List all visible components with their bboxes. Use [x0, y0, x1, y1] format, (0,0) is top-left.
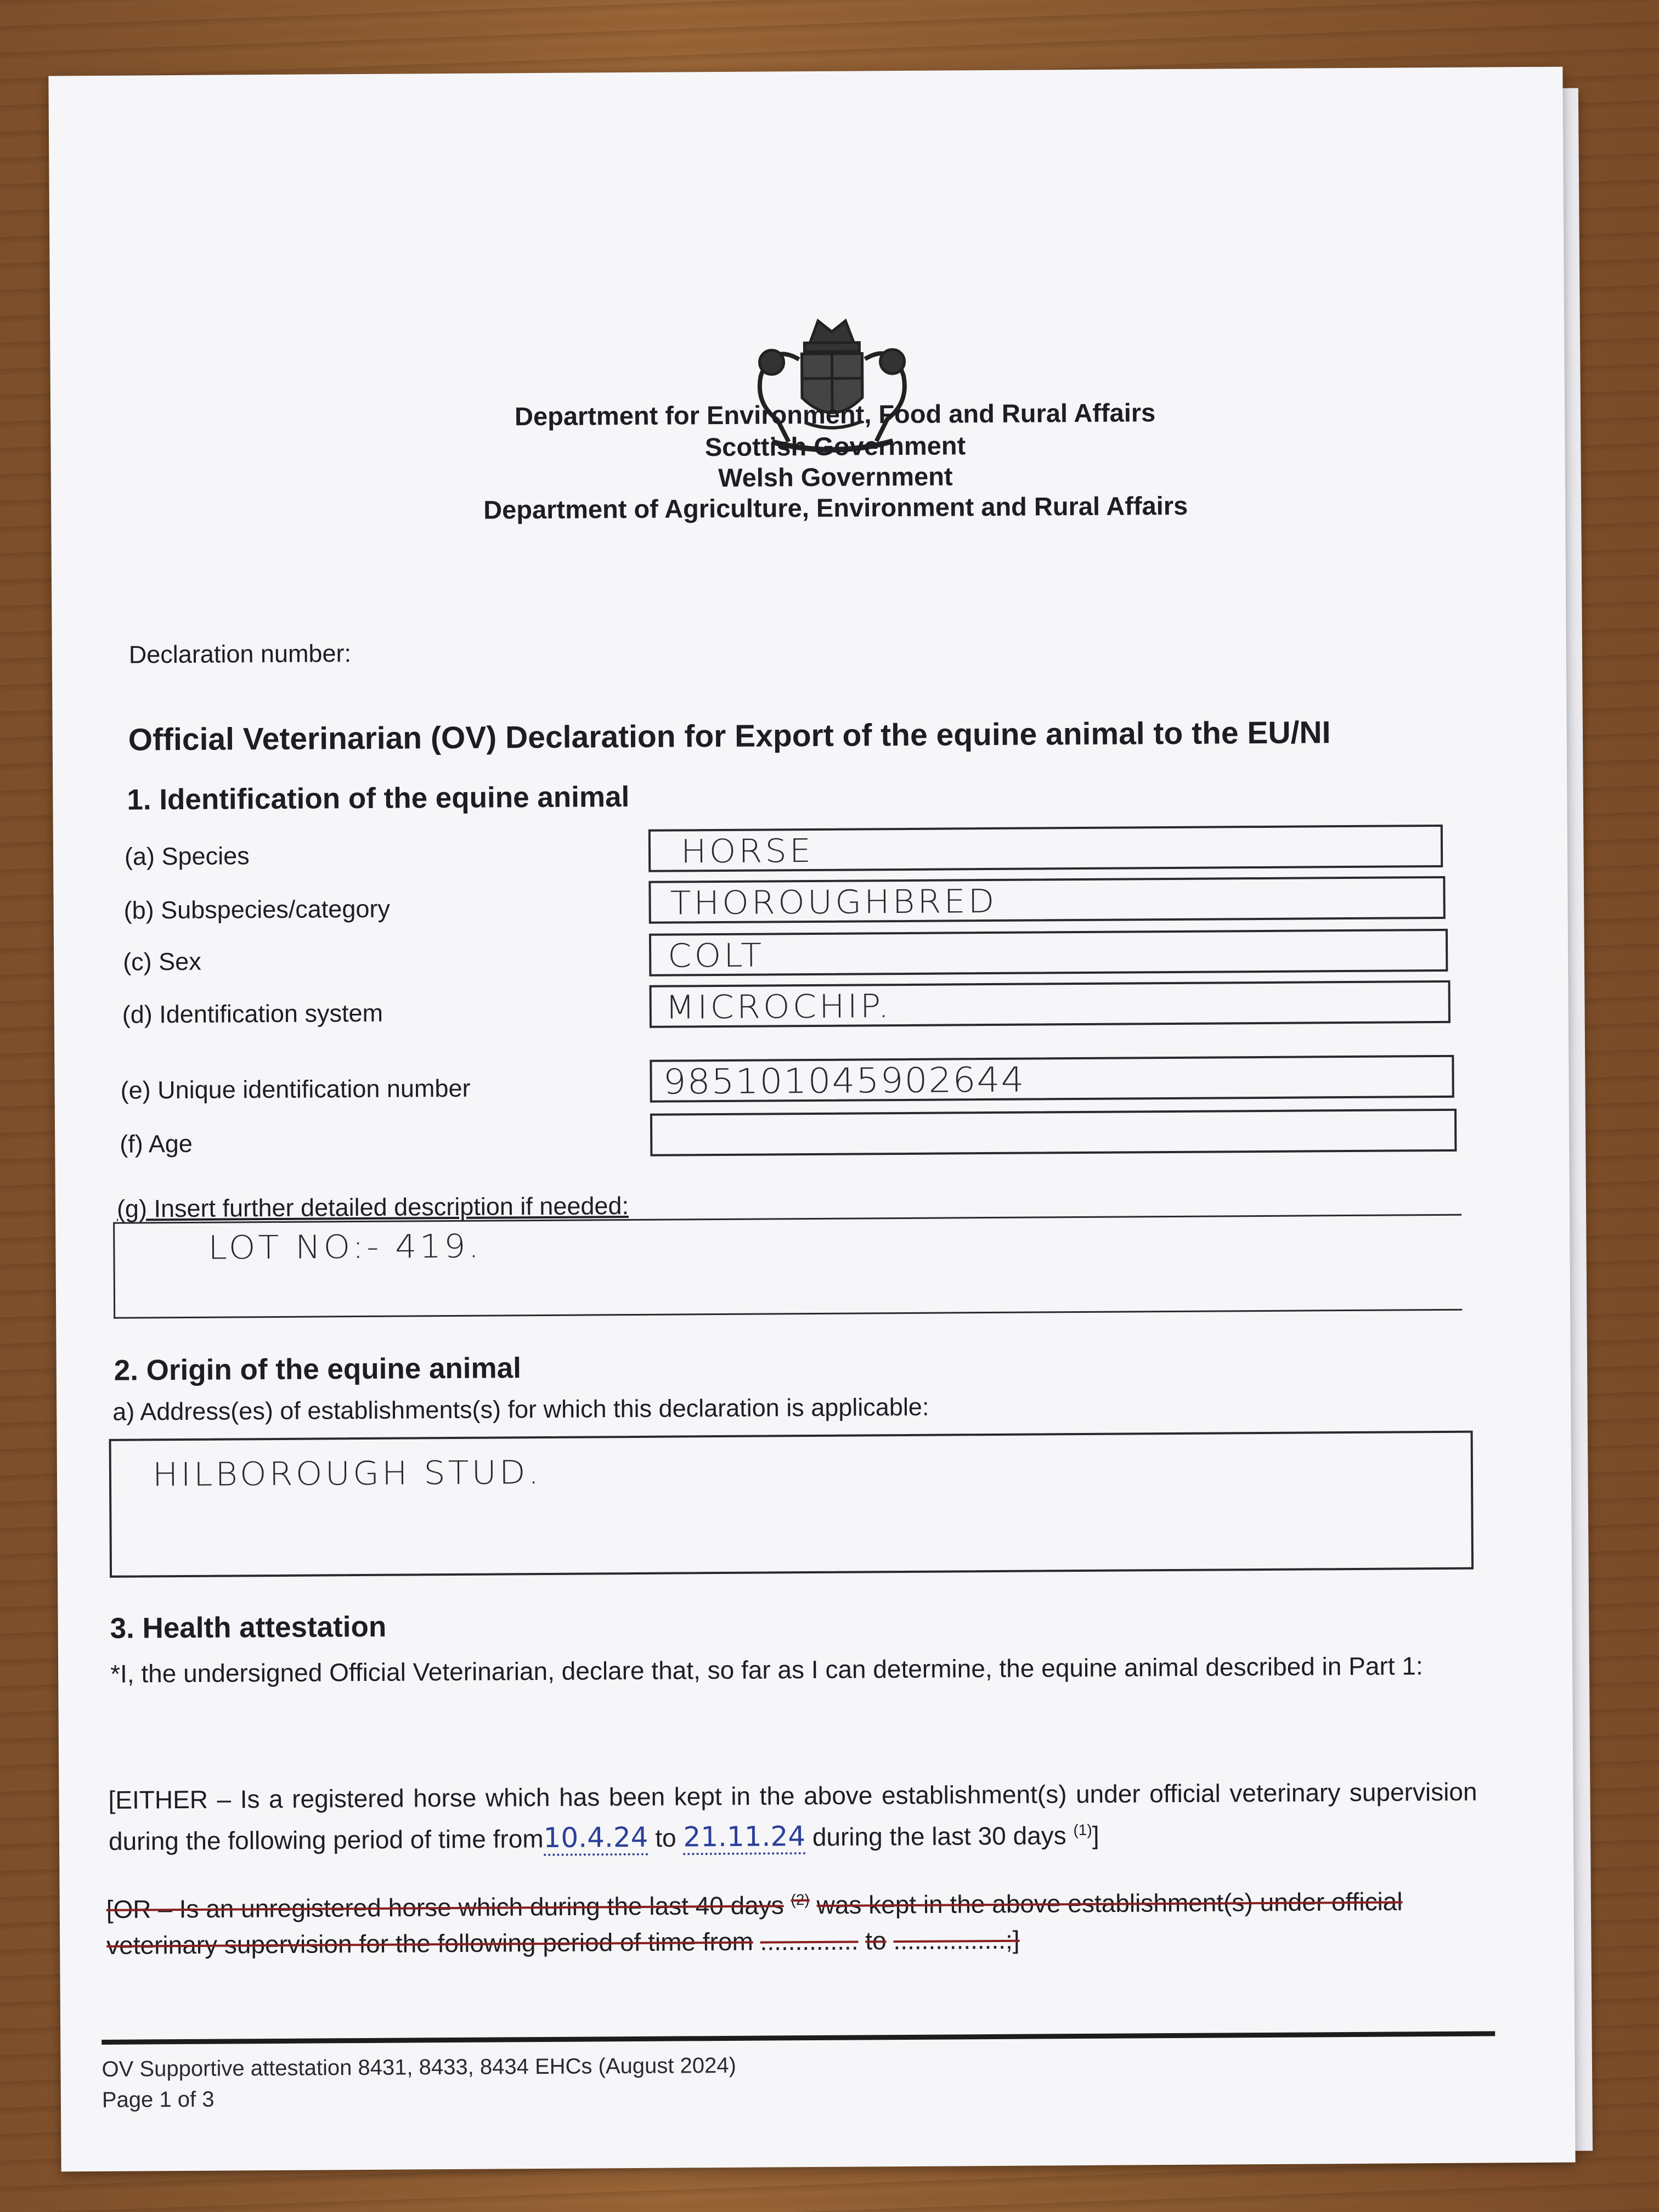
- either-clause: [108, 1774, 1477, 1860]
- further-description-field[interactable]: [113, 1214, 1462, 1319]
- or-clause: [106, 1878, 1484, 1964]
- address-value: HILBOROUGH STUD.: [152, 1453, 542, 1494]
- or-to-word: to: [865, 1926, 887, 1955]
- page-number: [102, 2087, 215, 2113]
- identification-system-label: (d) Identification system: [122, 998, 383, 1029]
- department-scottish-government: Scottish Government: [704, 431, 966, 462]
- or-text-b: was kept in the above establishment(s) under official veterinary supervision for the following period of time from: [106, 1887, 1403, 1960]
- sex-field[interactable]: [649, 929, 1448, 977]
- page-title: Official Veterinarian (OV) Declaration for Export of the equine animal to the EU/NI: [128, 715, 1331, 758]
- or-footnote: (2): [791, 1891, 810, 1909]
- subspecies-value: THOROUGHBRED: [670, 882, 997, 922]
- document-page: [48, 67, 1575, 2172]
- further-description-value: LOT NO:- 419.: [208, 1227, 482, 1267]
- or-dots-to: ................: [893, 1926, 1006, 1955]
- species-label: (a) Species: [124, 842, 250, 871]
- department-defra: Department for Environment, Food and Rural Affairs: [514, 398, 1156, 431]
- either-text-b: during the last 30 days: [812, 1821, 1066, 1852]
- sex-label: (c) Sex: [123, 947, 201, 976]
- subspecies-label: (b) Subspecies/category: [123, 894, 391, 924]
- address-label: a) Address(es) of establishments(s) for which this declaration is applicable:: [112, 1392, 929, 1426]
- identification-system-field[interactable]: [650, 980, 1451, 1028]
- department-daera: Department of Agriculture, Environment and Rural Affairs: [483, 490, 1188, 524]
- further-description-label: (g) Insert further detailed description if needed:: [116, 1192, 629, 1223]
- either-footnote: (1): [1073, 1821, 1092, 1839]
- or-dots-from: ..............: [760, 1926, 859, 1956]
- or-close: ;]: [1005, 1926, 1020, 1955]
- of-word: of: [177, 2087, 196, 2112]
- either-text-a: [EITHER – Is a registered horse which has been kept in the above establishment(s) under official veterinary supervision during the following period of time from: [108, 1777, 1477, 1856]
- section-1-heading: 1. Identification of the equine animal: [127, 781, 630, 816]
- unique-id-label: (e) Unique identification number: [120, 1074, 471, 1104]
- page-total: 3: [202, 2087, 215, 2112]
- either-from-date[interactable]: 10.4.24: [543, 1821, 648, 1856]
- either-to-word: to: [655, 1823, 676, 1853]
- age-field[interactable]: [650, 1109, 1457, 1156]
- attestation-intro: *I, the undersigned Official Veterinarian, declare that, so far as I can determine, the equine animal described in Part 1:: [110, 1651, 1423, 1688]
- subspecies-field[interactable]: [648, 876, 1445, 924]
- footer-attestation: OV Supportive attestation 8431, 8433, 8434 EHCs (August 2024): [101, 2053, 736, 2081]
- footer-rule: [101, 2031, 1495, 2045]
- section-3-heading: 3. Health attestation: [110, 1610, 387, 1645]
- department-welsh-government: Welsh Government: [718, 461, 953, 493]
- species-field[interactable]: [648, 825, 1443, 872]
- page-current: 1: [159, 2087, 172, 2112]
- unique-id-value: 985101045902644: [663, 1059, 1025, 1102]
- section-2-heading: 2. Origin of the equine animal: [114, 1352, 522, 1387]
- either-to-date[interactable]: 21.11.24: [683, 1820, 805, 1855]
- declaration-number-label: Declaration number:: [128, 639, 352, 669]
- page-word: Page: [101, 2087, 154, 2112]
- either-close: ]: [1092, 1821, 1099, 1850]
- or-text-a: [OR – Is an unregistered horse which during the last 40 days: [106, 1891, 784, 1924]
- sex-value: COLT: [667, 936, 765, 975]
- address-field[interactable]: [109, 1431, 1474, 1578]
- age-label: (f) Age: [120, 1129, 193, 1158]
- unique-id-field[interactable]: [650, 1055, 1454, 1103]
- species-value: HORSE: [680, 831, 814, 871]
- identification-system-value: MICROCHIP.: [665, 986, 892, 1026]
